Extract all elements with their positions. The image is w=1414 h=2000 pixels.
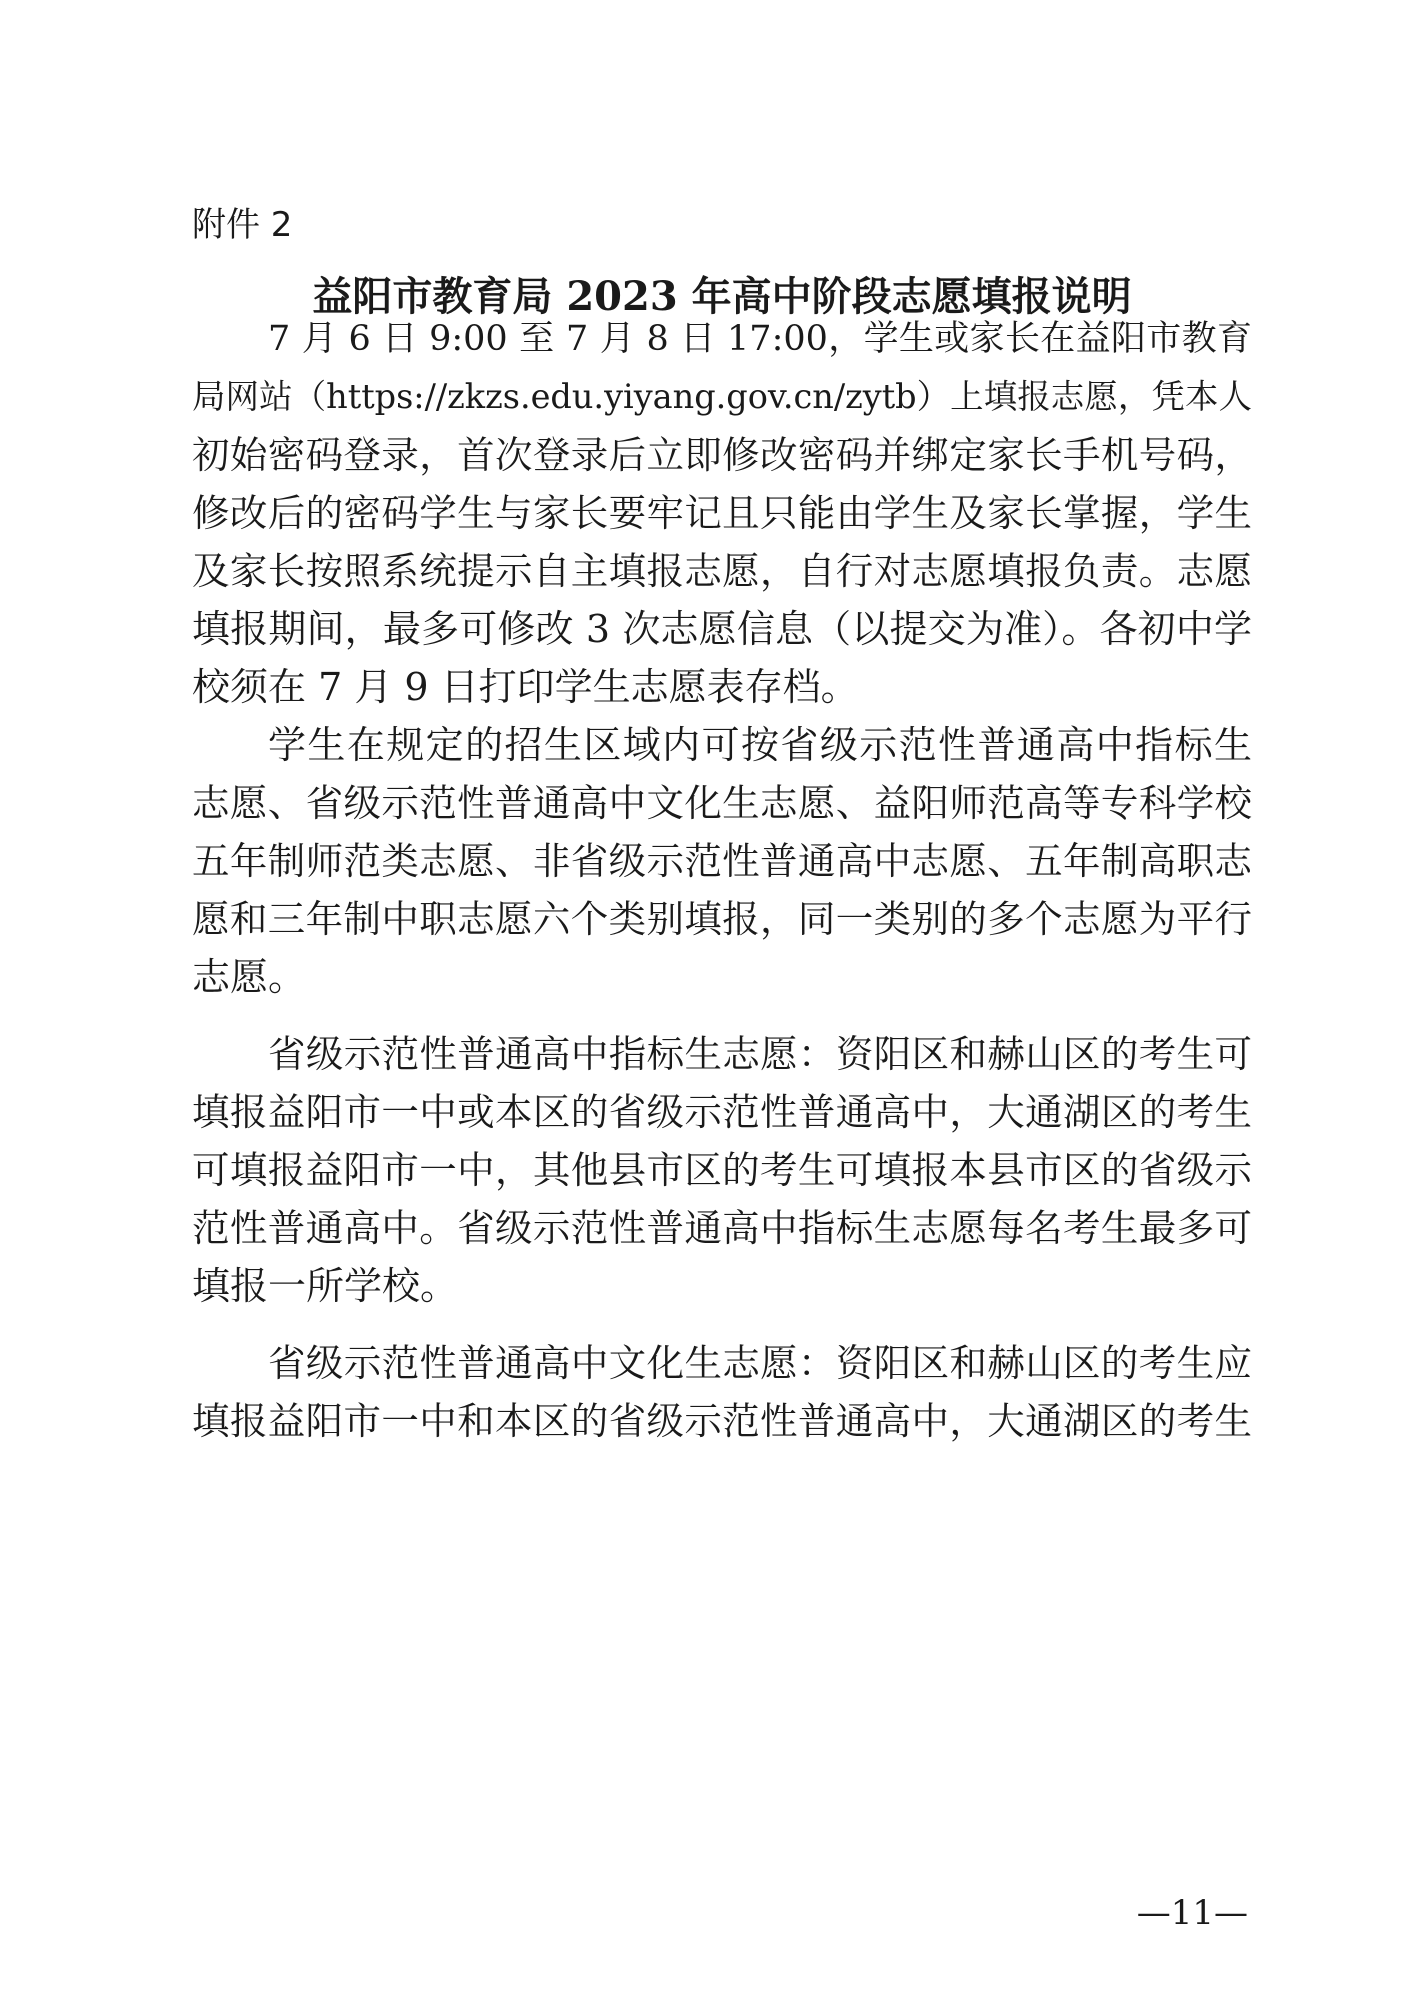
paragraph-1-line-3: 初始密码登录，首次登录后立即修改密码并绑定家长手机号码， xyxy=(192,433,1252,477)
paragraph-1-line-1: 7 月 6 日 9:00 至 7 月 8 日 17:00，学生或家长在益阳市教育 xyxy=(268,319,1252,359)
paragraph-1-line-7: 校须在 7 月 9 日打印学生志愿表存档。 xyxy=(192,665,859,709)
page-number: —11— xyxy=(1136,1893,1248,1933)
paragraph-3-line-1: 省级示范性普通高中指标生志愿：资阳区和赫山区的考生可 xyxy=(268,1032,1252,1076)
paragraph-1-line-2: 局网站（https://zkzs.edu.yiyang.gov.cn/zytb）上填报志愿，凭本人 xyxy=(192,377,1252,416)
paragraph-3-line-4: 范性普通高中。省级示范性普通高中指标生志愿每名考生最多可 xyxy=(192,1206,1252,1250)
paragraph-1-line-6: 填报期间，最多可修改 3 次志愿信息（以提交为准）。各初中学 xyxy=(192,607,1252,651)
attachment-label: 附件 2 xyxy=(192,205,293,245)
paragraph-2-line-5: 志愿。 xyxy=(192,955,307,999)
paragraph-2-line-4: 愿和三年制中职志愿六个类别填报，同一类别的多个志愿为平行 xyxy=(192,897,1252,941)
paragraph-3-line-5: 填报一所学校。 xyxy=(192,1264,459,1308)
paragraph-1-line-4: 修改后的密码学生与家长要牢记且只能由学生及家长掌握，学生 xyxy=(192,491,1252,535)
paragraph-2-line-1: 学生在规定的招生区域内可按省级示范性普通高中指标生 xyxy=(268,723,1252,767)
paragraph-1-line-5: 及家长按照系统提示自主填报志愿，自行对志愿填报负责。志愿 xyxy=(192,549,1252,593)
paragraph-3-line-2: 填报益阳市一中或本区的省级示范性普通高中，大通湖区的考生 xyxy=(192,1090,1252,1134)
paragraph-3-line-3: 可填报益阳市一中，其他县市区的考生可填报本县市区的省级示 xyxy=(192,1148,1252,1192)
paragraph-4-line-2: 填报益阳市一中和本区的省级示范性普通高中，大通湖区的考生 xyxy=(192,1399,1252,1443)
paragraph-4-line-1: 省级示范性普通高中文化生志愿：资阳区和赫山区的考生应 xyxy=(268,1341,1252,1385)
paragraph-2-line-3: 五年制师范类志愿、非省级示范性普通高中志愿、五年制高职志 xyxy=(192,839,1252,883)
document-title: 益阳市教育局 2023 年高中阶段志愿填报说明 xyxy=(312,273,1132,320)
paragraph-2-line-2: 志愿、省级示范性普通高中文化生志愿、益阳师范高等专科学校 xyxy=(192,781,1252,825)
